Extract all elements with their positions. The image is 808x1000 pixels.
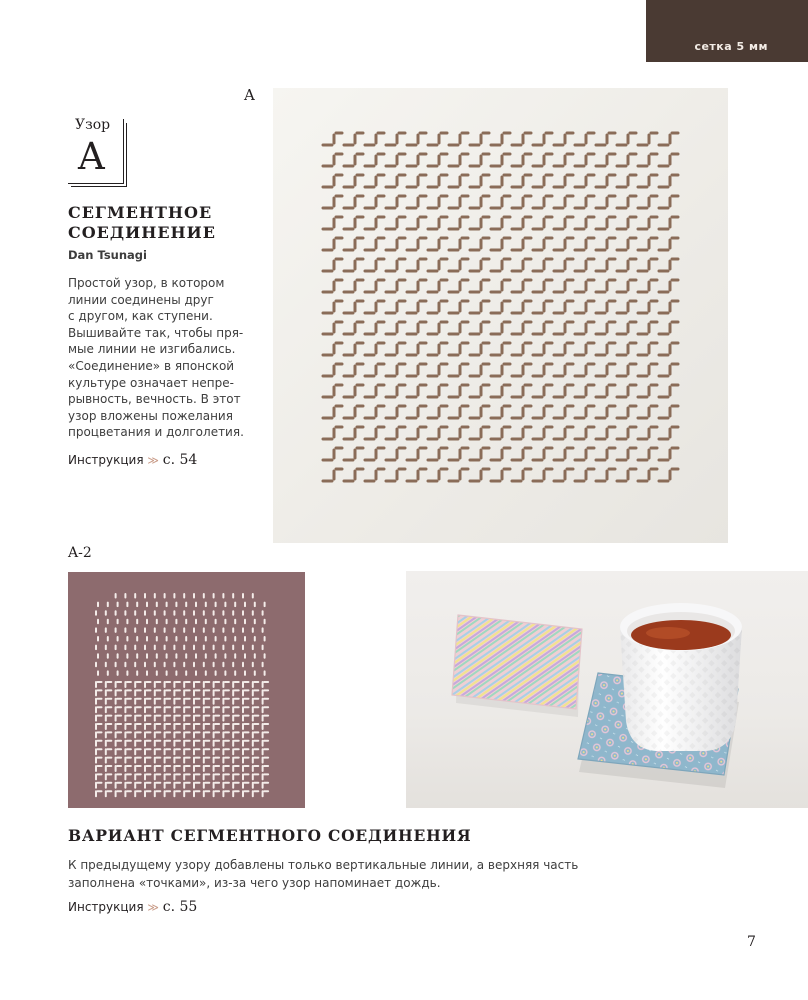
- grid-size-label: сетка 5 мм: [694, 40, 768, 53]
- double-chevron-icon: ≫: [147, 901, 159, 914]
- coasters-illustration: [406, 571, 808, 808]
- pattern-a-description: [68, 275, 253, 441]
- pattern-logo: [68, 113, 126, 183]
- title-line: СЕГМЕНТНОЕ: [68, 203, 213, 222]
- pattern-a-photo: [273, 88, 728, 543]
- description-line: Простой узор, в котором: [68, 276, 225, 290]
- pattern-a2-title: ВАРИАНТ СЕГМЕНТНОГО СОЕДИНЕНИЯ: [68, 826, 472, 845]
- description-line: «Соединение» в японской: [68, 358, 235, 373]
- coasters-with-cup-photo: [406, 571, 808, 808]
- pattern-a2-instruction-link[interactable]: [68, 899, 197, 915]
- grid-size-tab: [646, 0, 808, 62]
- description-line: процветания и долголетия.: [68, 425, 244, 440]
- logo-frame-line: [68, 183, 124, 184]
- pattern-a2-photo: [68, 572, 305, 808]
- pattern-a2-description: [68, 856, 608, 892]
- description-line: линии соединены друг: [68, 292, 214, 307]
- instruction-label: Инструкция: [68, 453, 144, 467]
- pattern-a-subtitle: Dan Tsunagi: [68, 248, 147, 262]
- logo-frame-line: [126, 123, 127, 186]
- description-line: рывность, вечность. В этот: [68, 392, 241, 407]
- pattern-a2-stitches: [68, 572, 305, 808]
- logo-label: Узор: [75, 117, 111, 133]
- pattern-a2-label: A-2: [68, 545, 92, 561]
- photo-a-label: A: [244, 86, 255, 104]
- pink-coaster: [452, 615, 582, 709]
- logo-frame-line: [71, 186, 127, 187]
- instruction-page: с. 54: [162, 452, 198, 468]
- description-line: К предыдущему узору добавлены только вертикальные линии, а верхняя часть: [68, 858, 579, 872]
- description-line: с другом, как ступени.: [68, 309, 213, 324]
- pattern-a-instruction-link[interactable]: [68, 452, 197, 468]
- double-chevron-icon: ≫: [147, 454, 159, 467]
- logo-letter: A: [78, 135, 105, 178]
- instruction-label: Инструкция: [68, 900, 144, 914]
- pattern-a-title: [68, 203, 258, 243]
- description-line: мые линии не изгибались.: [68, 342, 236, 357]
- description-line: узор вложены пожелания: [68, 408, 233, 423]
- logo-frame-line: [123, 119, 124, 183]
- page-number: 7: [747, 934, 756, 950]
- description-line: Вышивайте так, чтобы пря-: [68, 325, 244, 340]
- description-line: заполнена «точками», из-за чего узор напоминает дождь.: [68, 876, 441, 890]
- title-line: СОЕДИНЕНИЕ: [68, 223, 216, 242]
- pattern-a-stitches: [273, 88, 728, 543]
- description-line: культуре означает непре-: [68, 375, 234, 390]
- instruction-page: с. 55: [162, 899, 198, 915]
